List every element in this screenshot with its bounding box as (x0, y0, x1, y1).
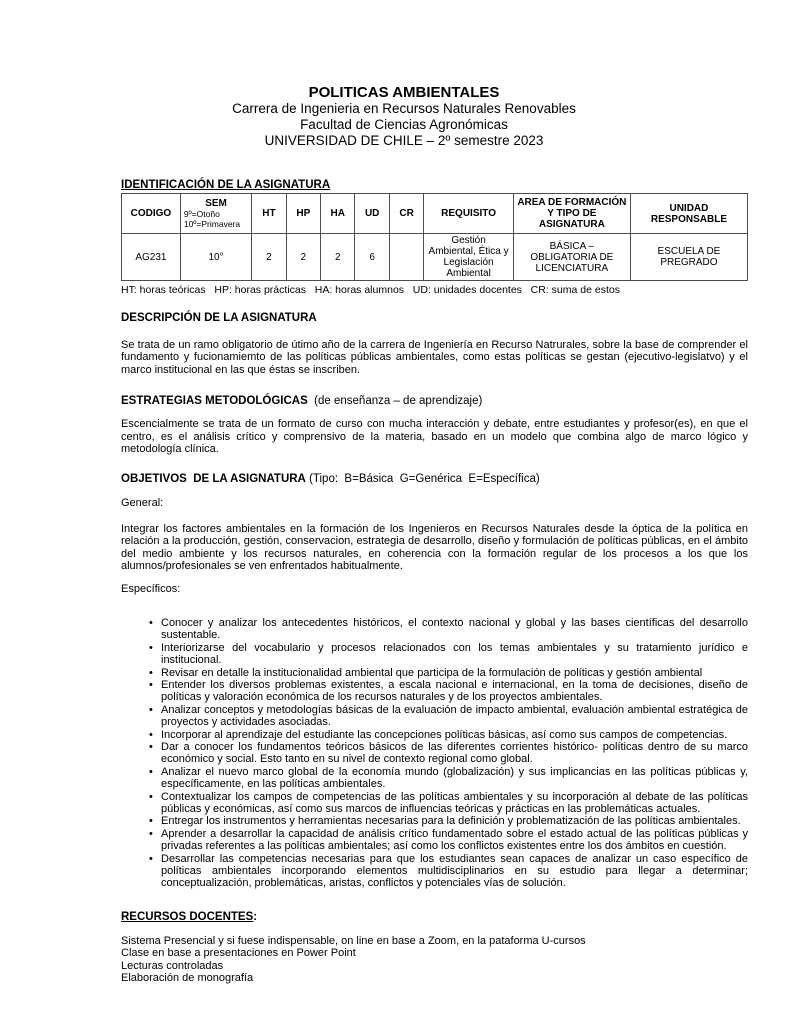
cell-cr (389, 234, 423, 281)
objective-item: • Entregar los instrumentos y herramientas necesarias para la definición y problematización de las políticas ambientales. (121, 815, 748, 827)
objectives-heading-note: (Tipo: B=Básica G=Genérica E=Específica) (305, 473, 540, 486)
col-ha: HA (321, 194, 355, 234)
table-header-row (122, 194, 748, 234)
objective-item: • Desarrollar las competencias necesarias para que los estudiantes sean capaces de analizar un caso específico de políticas ambientales incorporando elementos multidisciplinarios en su estudio para llegar a determinar; conceptualización, problemáticas, aristas, conflictos y potenciales vías de solución. (121, 853, 748, 890)
cell-unidad-responsable: ESCUELA DE PREGRADO (630, 234, 747, 281)
col-requisito: REQUISITO (424, 194, 514, 234)
methodology-heading (121, 395, 748, 407)
resource-line: Elaboración de monografía (121, 972, 254, 985)
resource-line: Clase en base a presentaciones en Power Point (121, 947, 356, 960)
methodology-heading-note: (de enseñanza – de aprendizaje) (307, 395, 483, 408)
specific-objectives-list (121, 617, 748, 890)
career-line: Carrera de Ingenieria en Recursos Naturales Renovables (232, 101, 576, 116)
col-codigo: CODIGO (122, 194, 181, 234)
course-title: POLITICAS AMBIENTALES (308, 84, 500, 101)
methodology-heading-bold: ESTRATEGIAS METODOLÓGICAS (121, 395, 308, 408)
university-semester-line: UNIVERSIDAD DE CHILE – 2º semestre 2023 (264, 133, 544, 148)
objectives-heading-bold: OBJETIVOS DE LA ASIGNATURA (121, 473, 306, 486)
objective-item: • Conocer y analizar los antecedentes históricos, el contexto nacional y global y las bases científicas del desarrollo sustentable. (121, 617, 748, 642)
objective-item: • Contextualizar los campos de competencias de las políticas ambientales y su incorporación al debate de las políticas públicas y económicas, así como sus marcos de influencias teóricas y prácticas en las problemáticas actuales. (121, 791, 748, 816)
identification-table (121, 193, 748, 281)
col-sem-label: SEM (205, 198, 227, 209)
objective-item: • Analizar el nuevo marco global de la economía mundo (globalización) y sus implicancias en las políticas públicas y, específicamente, en las políticas ambientales. (121, 766, 748, 791)
objective-item: • Analizar conceptos y metodologías básicas de la evaluación de impacto ambiental, evaluación ambiental estratégica de proyectos y actividades asociadas. (121, 704, 748, 729)
table-row (122, 234, 748, 281)
objective-item: • Interiorizarse del vocabulario y procesos relacionados con los temas ambientales y su tratamiento jurídico e institucional. (121, 642, 748, 667)
objective-item: • Incorporar al aprendizaje del estudiante las concepciones políticas básicas, así como sus campos de competencias. (121, 729, 748, 741)
description-paragraph: Se trata de un ramo obligatorio de útimo año de la carrera de Ingeniería en Recurso Natrurales, sobre la base de comprender el fundamento y fucionamiemto de las políticas públicas ambientales, como estas políticas se gestan (ejecutivo-legislatvo) y el marco institucional en las que éstas se inscriben. (121, 339, 748, 376)
objective-item: • Aprender a desarrollar la capacidad de análisis crítico fundamentado sobre el estado actual de las políticas públicas y privadas referentes a las políticas ambientales; así como los conflictos existentes entre los dos ámbitos en cuestión. (121, 828, 748, 853)
general-label: General: (121, 497, 164, 510)
methodology-paragraph: Escencialmente se trata de un formato de curso con mucha interacción y debate, entre estudiantes y profesor(es), en que el centro, es el análisis crítico y comprensivo de la materia, basado en un modelo que combina algo de marco lógico y metodología clínica. (121, 418, 748, 456)
col-hp: HP (286, 194, 320, 234)
objective-item: • Revisar en detalle la institucionalidad ambiental que participa de la formulación de políticas y gestión ambiental (121, 667, 748, 679)
description-section (121, 312, 748, 376)
col-area-formacion: AREA DE FORMACIÓN Y TIPO DE ASIGNATURA (513, 194, 630, 234)
cell-codigo: AG231 (122, 234, 181, 281)
methodology-section (121, 395, 748, 455)
objectives-section (121, 473, 748, 889)
objectives-heading (121, 473, 748, 485)
identification-section (121, 179, 748, 296)
description-heading: DESCRIPCIÓN DE LA ASIGNATURA (121, 312, 317, 324)
teaching-resources-heading (121, 911, 748, 923)
document-header (0, 0, 800, 149)
general-objective-paragraph: Integrar los factores ambientales en la formación de los Ingenieros en Recursos Naturales desde la óptica de la política en relación a la producción, gestión, conservacion, estrategia de desarrollo, diseño y formulación de políticas públicas, en el ámbito del medio ambiente y los recursos naturales, en coherencia con la formación regular de los procesos a los que los alumnos/profesionales se ven enfrentados habitualmente. (121, 522, 748, 573)
col-cr: CR (389, 194, 423, 234)
cell-ht: 2 (252, 234, 286, 281)
col-ht: HT (252, 194, 286, 234)
objective-item: • Entender los diversos problemas existentes, a escala nacional e internacional, en la toma de decisiones, diseño de políticas y valoración económica de los recursos naturales y de los proyectos ambientales. (121, 679, 748, 704)
objective-item: • Dar a conocer los fundamentos teóricos básicos de las diferentes corrientes histórico- políticas dentro de su marco económico y social. Esto tanto en su nivel de contexto regional como global. (121, 741, 748, 766)
teaching-resources-list (121, 935, 748, 985)
teaching-resources-heading-colon: : (253, 910, 258, 923)
cell-ud: 6 (355, 234, 389, 281)
specific-objectives-label: Específicos: (121, 583, 181, 596)
col-unidad-responsable: UNIDAD RESPONSABLE (630, 194, 747, 234)
sem-note-otono: 9º=Otoño (183, 209, 220, 219)
teaching-resources-section (121, 911, 748, 985)
cell-requisito: Gestión Ambiental, Ética y Legislación Ambiental (424, 234, 514, 281)
resource-line: Sistema Presencial y si fuese indispensable, on line en base a Zoom, en la pataforma U-cursos (121, 934, 586, 947)
resource-line: Lecturas controladas (121, 959, 224, 972)
cell-ha: 2 (321, 234, 355, 281)
teaching-resources-heading-bold: RECURSOS DOCENTES (121, 910, 254, 923)
cell-area-formacion: BÁSICA – OBLIGATORIA DE LICENCIATURA (513, 234, 630, 281)
table-footnote: HT: horas teóricas HP: horas prácticas HA: horas alumnos UD: unidades docentes CR: suma de estos (121, 284, 620, 296)
col-ud: UD (355, 194, 389, 234)
identification-heading: IDENTIFICACIÓN DE LA ASIGNATURA (121, 179, 331, 191)
cell-sem: 10° (180, 234, 251, 281)
faculty-line: Facultad de Ciencias Agronómicas (300, 117, 508, 132)
cell-hp: 2 (286, 234, 320, 281)
document-body (0, 179, 800, 984)
col-sem (180, 194, 251, 234)
sem-note-primavera: 10º=Primavera (183, 219, 241, 229)
